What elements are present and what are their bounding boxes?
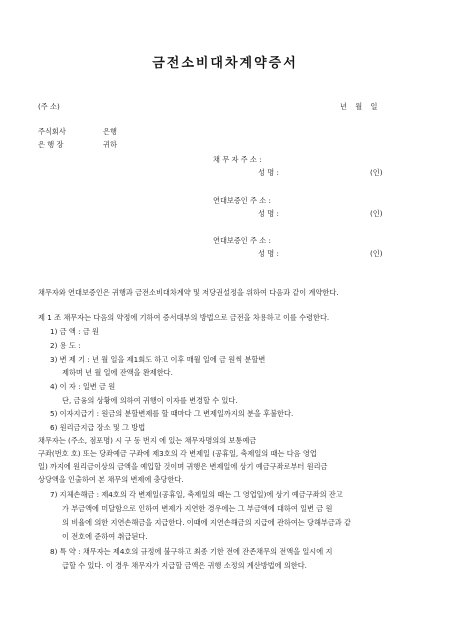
address-label: (주 소) [38,102,60,111]
item-amount: 1) 금 액 : 금 원 [50,327,99,336]
debtor-address-label: 채 무 자 주 소 : [213,155,262,164]
manager-label: 은 행 장 [38,140,64,149]
guarantor1-seal: (인) [370,209,383,218]
item-interest-payment: 5) 이자지급기 : 원금의 분할변제를 할 때마다 그 변제일까지의 분을 후불한다. [50,409,294,418]
item-repayment: 3) 변 제 기 : 년 월 일을 제1회도 하고 이후 매월 일에 금 원씩 분할변 [50,355,266,364]
debtor-name-label: 성 명 : [258,168,279,177]
company-value: 은행 [103,127,117,136]
para-line: 채무자는 (주소, 점포명) 시 구 동 번지 에 있는 채무자명의의 보통예금 [38,436,257,445]
para-line: 일) 까지에 원리금이상의 금액을 예입할 것이며 귀행은 변제일에 상기 예금구좌로부터 원리금 [38,462,328,471]
date-line: 년 월 일 [340,102,378,111]
item-payment-place: 6) 원리금지급 장소 및 그 방법 [50,423,146,432]
article-1: 제 1 조 채무자는 다음의 약정에 기하여 증서대부의 방법으로 금전을 차용하고 이를 수령한다. [38,313,330,322]
manager-value: 귀하 [103,140,117,149]
item8-line: 급할 수 있다. 이 경우 채무자가 지급할 금액은 귀행 소정의 계산방법에 의한다. [62,561,307,570]
guarantor1-name-label: 성 명 : [258,209,279,218]
item7-line: 7) 지체손해금 : 제4호의 각 변제일(공휴일, 축제일의 때는 그 영업일)에 상기 예금구좌의 잔고 [50,490,343,499]
guarantor2-address-label: 연대보증인 주 소 : [213,236,271,245]
company-label: 주식회사 [38,127,66,136]
para-line: 구좌(번호 호) 또는 당좌예금 구좌에 제3호의 각 변제일 (공휴일, 축제일의 때는 다음 영업 [38,449,317,458]
document-title: 금전소비대차계약증서 [152,56,298,71]
item7-line: 이 전호에 준하여 취급된다. [62,532,148,541]
intro-paragraph: 채무자와 연대보증인은 귀행과 금전소비대차계약 및 저당권설정을 위하여 다음과 같이 계약한다. [38,288,339,297]
item7-line: 의 비율에 의한 지연손해금을 지급한다. 이때에 지연손해금의 지급에 관하여는 당해부금과 같 [62,518,351,527]
guarantor2-name-label: 성 명 : [258,249,279,258]
debtor-seal: (인) [370,168,383,177]
para-line: 상당액을 인출하여 본 채무의 변제에 충당한다. [38,475,184,484]
item-interest: 4) 이 자 : 일변 금 원 [50,382,116,391]
guarantor1-address-label: 연대보증인 주 소 : [213,196,271,205]
guarantor2-seal: (인) [370,249,383,258]
item-purpose: 2) 용 도 : [50,341,81,350]
item8-line: 8) 특 약 : 채무자는 제4호의 규정에 불구하고 최종 기한 전에 잔존채무의 전액을 일시에 지 [50,547,333,556]
item7-line: 가 부금액에 미달함으로 인하여 변제가 지연한 경우에는 그 부금액에 대하여 일변 금 원 [62,504,333,513]
item-repayment-cont: 제하며 년 월 일에 잔액을 완제한다. [62,368,173,377]
item-interest-note: 단, 금융의 상황에 의하여 귀행이 이자를 변경할 수 있다. [62,396,238,405]
